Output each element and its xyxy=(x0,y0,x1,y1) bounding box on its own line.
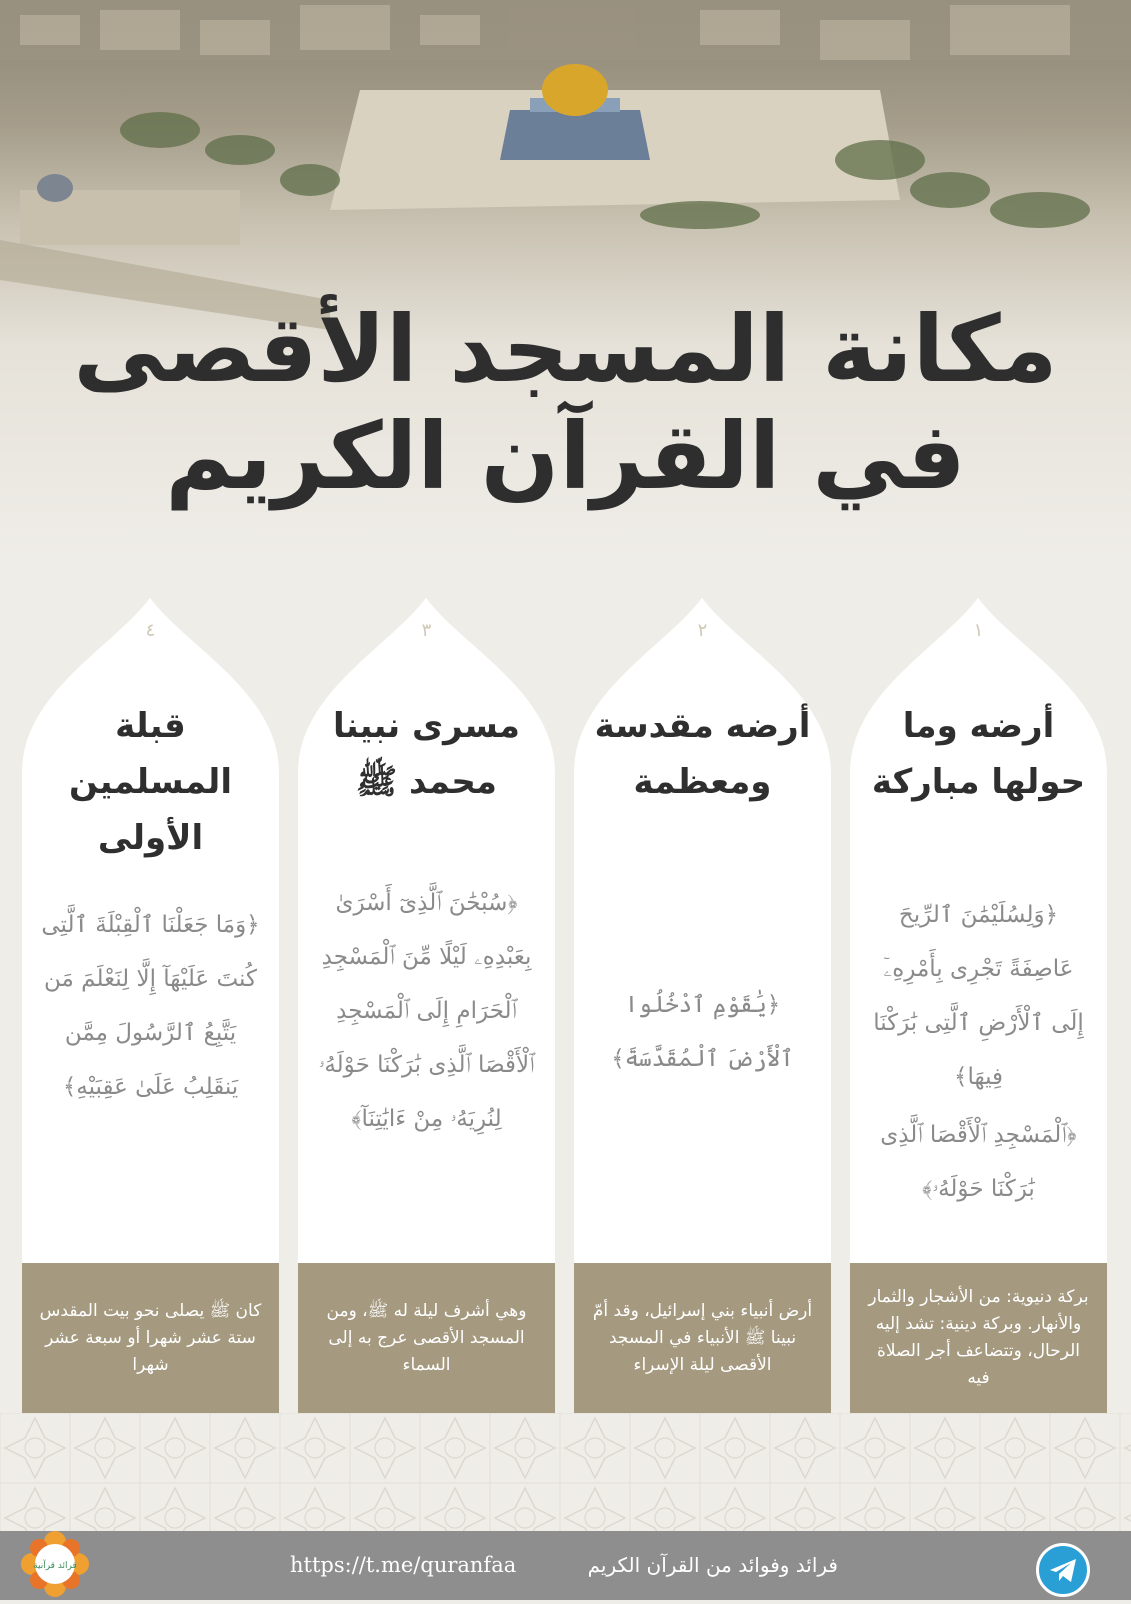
card-holy-land xyxy=(574,598,831,1413)
brand-logo xyxy=(10,1528,100,1600)
channel-name: فرائد وفوائد من القرآن الكريم xyxy=(587,1553,838,1577)
card-heading: قبلة المسلمين الأولى xyxy=(69,706,232,858)
card-heading: أرضه مقدسة ومعظمة xyxy=(594,706,811,802)
card-first-qibla xyxy=(22,598,279,1413)
card-number: ٣ xyxy=(421,620,432,641)
card-verse: ﴿سُبْحَٰنَ ٱلَّذِىٓ أَسْرَىٰ بِعَبْدِهِۦ لَيْلًا مِّنَ ٱلْمَسْجِدِ ٱلْحَرَامِ إِلَى ٱلْمَسْجِدِ ٱلْأَقْصَا ٱلَّذِى بَٰرَكْنَا حَوْلَهُۥ لِنُرِيَهُۥ مِنْ ءَايَٰتِنَآ﴾ xyxy=(318,890,535,1132)
flower-logo-icon xyxy=(10,1528,100,1600)
card-number: ٢ xyxy=(697,620,708,641)
card-note: بركة دنيوية: من الأشجار والثمار والأنهار. وبركة دينية: تشد إليه الرحال، وتتضاعف أجر الصلاة فيه xyxy=(850,1263,1107,1413)
card-note: وهي أشرف ليلة له ﷺ، ومن المسجد الأقصى عرج به إلى السماء xyxy=(298,1263,555,1413)
footer-bar xyxy=(0,1531,1131,1600)
page-title-line1: مكانة المسجد الأقصى xyxy=(73,296,1058,403)
card-verse: ﴿وَمَا جَعَلْنَا ٱلْقِبْلَةَ ٱلَّتِى كُنتَ عَلَيْهَآ إِلَّا لِنَعْلَمَ مَن يَتَّبِعُ ٱلرَّسُولَ مِمَّن يَنقَلِبُ عَلَىٰ عَقِبَيْهِ﴾ xyxy=(41,912,260,1100)
card-verse: ﴿يَٰقَوْمِ ٱدْخُلُوا ٱلْأَرْضَ ٱلْمُقَدَّسَةَ﴾ xyxy=(611,992,794,1072)
decorative-pattern xyxy=(0,1413,1131,1531)
channel-link[interactable]: https://t.me/quranfaa xyxy=(290,1553,517,1577)
card-isra xyxy=(298,598,555,1413)
card-verse-1: ﴿وَلِسُلَيْمَٰنَ ٱلرِّيحَ عَاصِفَةً تَجْرِى بِأَمْرِهِۦٓ إِلَى ٱلْأَرْضِ ٱلَّتِى بَٰرَكْنَا فِيهَا﴾ xyxy=(873,902,1084,1090)
card-number: ١ xyxy=(973,620,984,641)
card-blessed-land xyxy=(850,598,1107,1413)
card-heading: أرضه وما حولها مباركة xyxy=(871,706,1086,802)
page-title-line2: في القرآن الكريم xyxy=(165,403,966,510)
card-note: كان ﷺ يصلى نحو بيت المقدس ستة عشر شهرا أو سبعة عشر شهرا xyxy=(22,1263,279,1413)
card-note: أرض أنبياء بني إسرائيل، وقد أمّ نبينا ﷺ الأنبياء في المسجد الأقصى ليلة الإسراء xyxy=(574,1263,831,1413)
card-verse-2: ﴿ٱلْمَسْجِدِ ٱلْأَقْصَا ٱلَّذِى بَٰرَكْنَا حَوْلَهُۥ﴾ xyxy=(880,1122,1077,1202)
geometric-pattern xyxy=(0,1413,1131,1531)
telegram-icon[interactable] xyxy=(1036,1543,1090,1597)
paper-plane-icon xyxy=(1039,1546,1087,1594)
logo-text: فرائد قرآنية xyxy=(33,1561,77,1571)
card-number: ٤ xyxy=(145,620,156,641)
card-heading: مسرى نبينا محمد ﷺ xyxy=(333,706,520,802)
